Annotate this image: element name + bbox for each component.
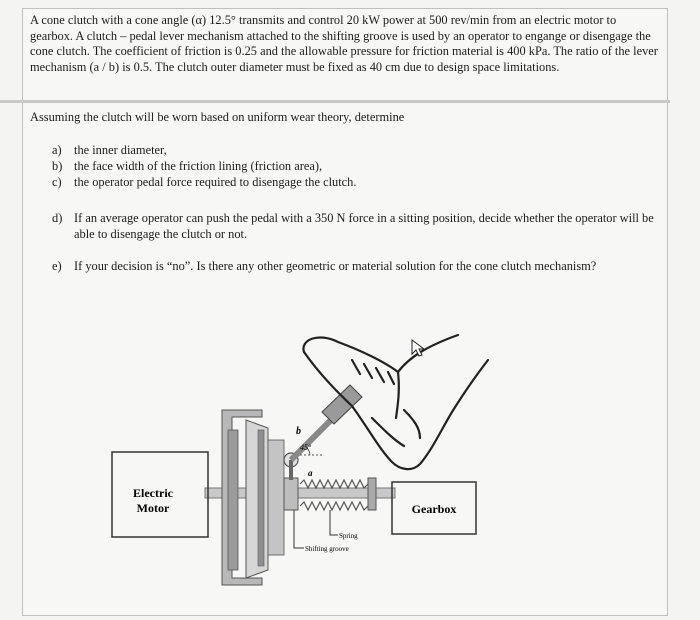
question-d: d) If an average operator can push the pedal with a 350 N force in a sitting position, decide whether the operator will be able to disengage the clutch or not. xyxy=(52,211,654,241)
question-a: a) the inner diameter, xyxy=(52,143,167,157)
spring-stop xyxy=(368,478,376,510)
spring-label: Spring xyxy=(339,532,358,540)
question-c: c) the operator pedal force required to disengage the clutch. xyxy=(52,175,357,189)
problem-assumption: Assuming the clutch will be worn based on uniform wear theory, determine xyxy=(30,110,405,124)
question-b: b) the face width of the friction lining (friction area), xyxy=(52,159,323,173)
lever-a-label: a xyxy=(308,468,313,478)
spring-leader xyxy=(330,510,338,535)
angle-label: 45° xyxy=(300,443,312,452)
motor-label-1: Electric xyxy=(133,486,173,500)
lever-b-label: b xyxy=(296,426,301,437)
groove-leader xyxy=(294,510,304,548)
lever-arm-b xyxy=(291,415,336,460)
pedal-pad xyxy=(322,385,362,424)
problem-intro: A cone clutch with a cone angle (α) 12.5° transmits and control 20 kW power at 500 rev/min from an electric motor to gearbox. A clutch – pedal lever mechanism attached to the shifting groove is used by an operator to engange or disengage the cone clutch. The coefficient of friction is 0.25 and the allowable pressure for friction material is 400 kPa. The ratio of the lever mechanism (a / b) is 0.5. The clutch outer diameter must be fixed as 40 cm due to design space limitations. xyxy=(30,13,658,74)
groove-label: Shifting groove xyxy=(305,545,349,553)
question-e: e) If your decision is “no”. Is there any other geometric or material solution for the cone clutch mechanism? xyxy=(52,259,597,273)
shifting-collar xyxy=(284,478,298,510)
cursor-icon xyxy=(412,340,424,356)
gearbox-label: Gearbox xyxy=(411,502,457,516)
motor-label-2: Motor xyxy=(136,501,170,515)
shoe-drawing xyxy=(303,335,488,469)
clutch-cone xyxy=(246,420,284,578)
